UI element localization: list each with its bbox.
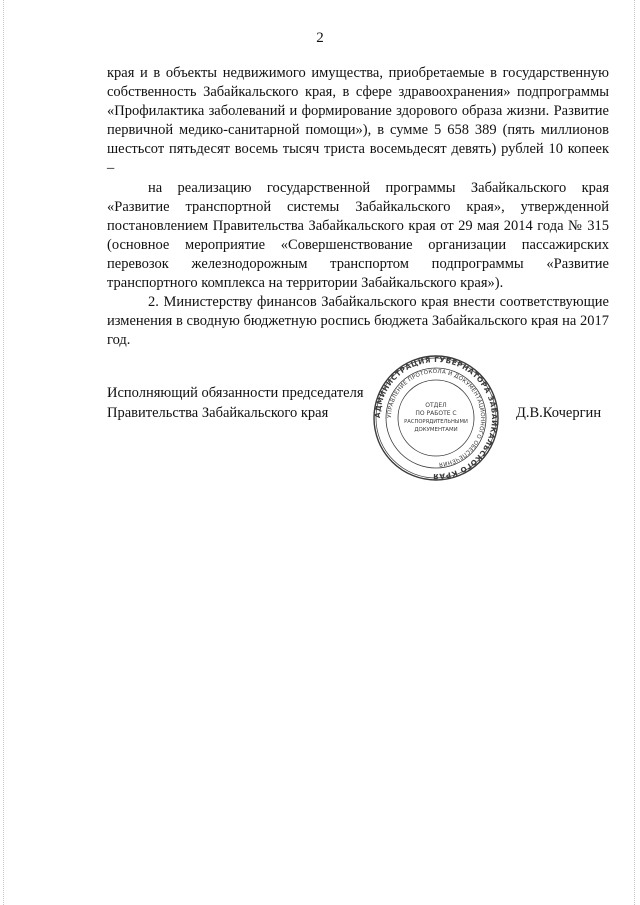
stamp-center-line-1: ОТДЕЛ (425, 402, 447, 409)
paragraph-transport-program: на реализацию государственной программы Забайкальского края «Развитие транспортной системы Забайкальского края», утвержденной постановлением Правительства Забайкальского края от 29 мая 2014 года № 315 (основное мероприятие «Совершенствование организации пассажирских перевозок железнодорожным транспортом подпрограммы «Развитие транспортного комплекса на территории Забайкальского края»). (107, 179, 609, 292)
svg-text:УПРАВЛЕНИЕ ПРОТОКОЛА И ДОКУМЕН (387, 369, 485, 467)
document-body (107, 64, 609, 350)
stamp-outer-ring-text: АДМИНИСТРАЦИЯ ГУБЕРНАТОРА ЗАБАЙКАЛЬСКОГО КРАЯ (372, 354, 500, 482)
scan-edge-left (3, 0, 5, 905)
stamp-inner-ring-text: УПРАВЛЕНИЕ ПРОТОКОЛА И ДОКУМЕНТАЦИОННОГО ОБЕСПЕЧЕНИЯ (386, 368, 486, 467)
signatory-position (107, 384, 364, 423)
signatory-position-line-1: Исполняющий обязанности председателя (107, 385, 364, 401)
stamp-center-line-4: ДОКУМЕНТАМИ (414, 427, 458, 433)
page-number: 2 (316, 30, 324, 46)
paragraph-ministry-finance: 2. Министерству финансов Забайкальского края внести соответствующие изменения в сводную бюджетную роспись бюджета Забайкальского края на 2017 год. (107, 294, 609, 349)
signatory-name: Д.В.Кочергин (516, 405, 602, 421)
signatory-position-line-2: Правительства Забайкальского края (107, 404, 329, 421)
paragraph-continuation: края и в объекты недвижимого имущества, приобретаемые в государственную собственность Забайкальского края, в сфере здравоохранения» подпрограммы «Профилактика заболеваний и формирование здорового образа жизни. Развитие первичной медико-санитарной помощи»), в сумме 5 658 389 (пять миллионов шестьсот пятьдесят восемь тысяч триста восемьдесят девять) рублей 10 копеек – (107, 65, 609, 177)
scan-edge-right (634, 0, 636, 905)
stamp-center-line-3: РАСПОРЯДИТЕЛЬНЫМИ (404, 419, 468, 425)
stamp-center-line-2: ПО РАБОТЕ С (415, 410, 457, 417)
official-stamp (372, 354, 500, 482)
